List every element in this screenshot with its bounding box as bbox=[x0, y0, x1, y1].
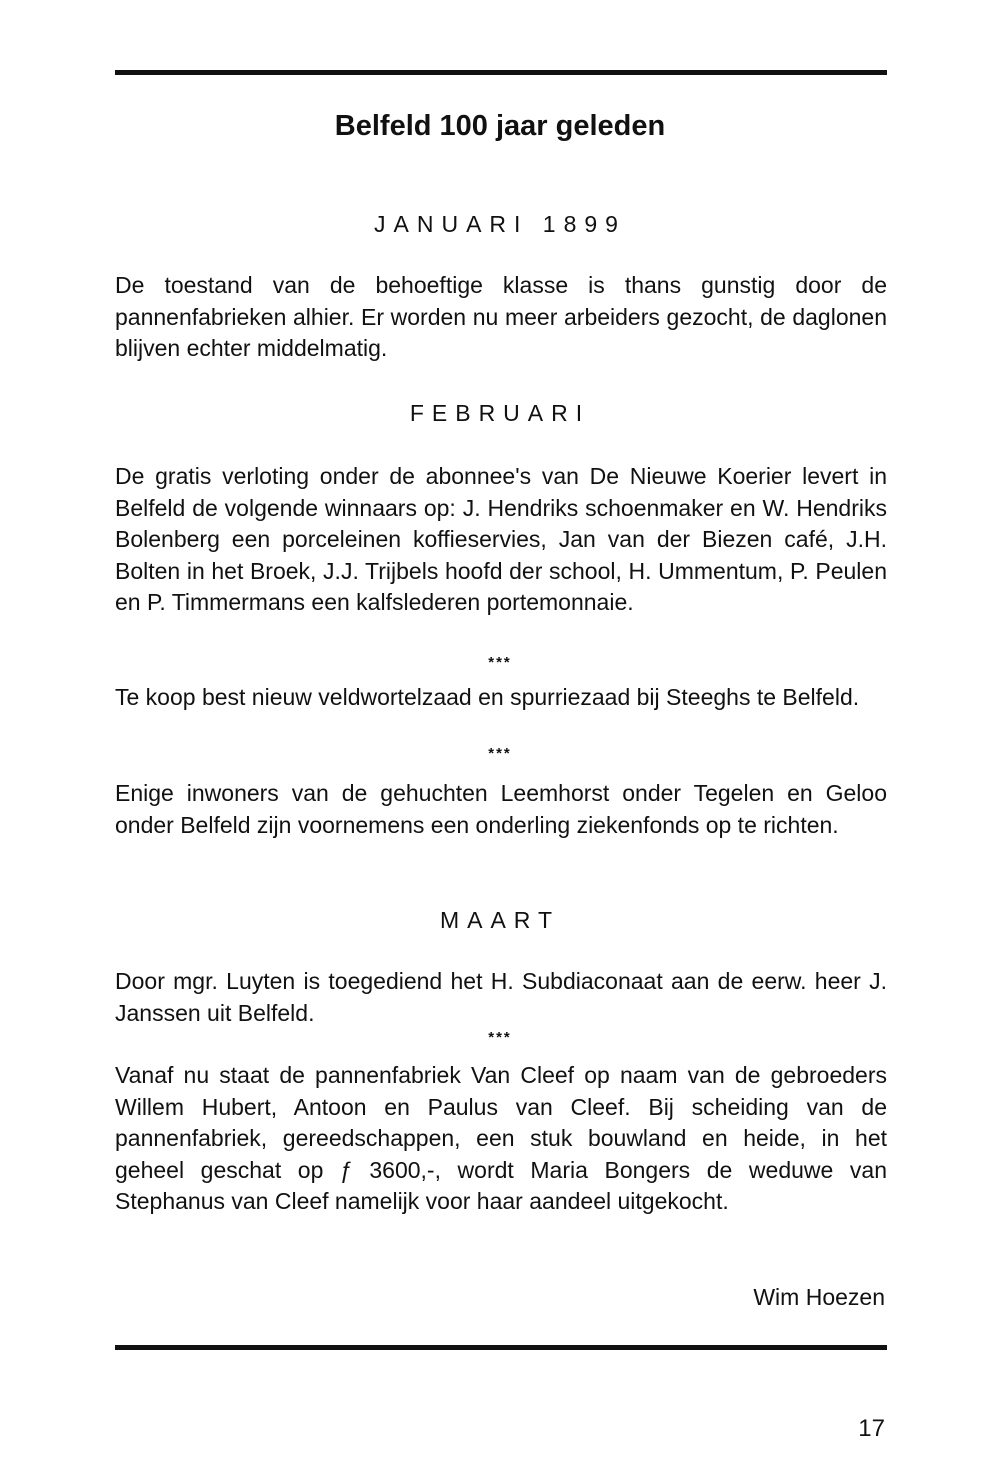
paragraph-februari-3: Enige inwoners van de gehuchten Leemhorst onder Tegelen en Geloo onder Belfeld zijn voornemens een onderling ziekenfonds op te richten. bbox=[115, 780, 887, 838]
author-signature: Wim Hoezen bbox=[753, 1284, 885, 1310]
paragraph-maart-2: Vanaf nu staat de pannenfabriek Van Cleef op naam van de gebroeders Willem Hubert, Antoon en Paulus van Cleef. Bij scheiding van de pannenfabriek, gereedschappen, een stuk bouwland en heide, in het geheel geschat op ƒ 3600,-, wordt Maria Bongers de weduwe van Stephanus van Cleef namelijk voor haar aandeel uitgekocht. bbox=[115, 1062, 887, 1214]
top-rule bbox=[115, 70, 887, 75]
paragraph-januari-1: De toestand van de behoeftige klasse is thans gunstig door de pannenfabrieken alhier. Er worden nu meer arbeiders gezocht, de daglonen blijven echter middelmatig. bbox=[115, 272, 887, 361]
page-number: 17 bbox=[858, 1415, 885, 1442]
bottom-rule bbox=[115, 1345, 887, 1350]
separator-stars: *** bbox=[488, 1029, 512, 1046]
heading-maart: MAART bbox=[439, 907, 561, 933]
paragraph-maart-1: Door mgr. Luyten is toegediend het H. Subdiaconaat aan de eerw. heer J. Janssen uit Belfeld. bbox=[115, 968, 887, 1026]
separator-stars: *** bbox=[488, 745, 512, 762]
heading-februari: FEBRUARI bbox=[409, 400, 591, 426]
article-title: Belfeld 100 jaar geleden bbox=[334, 110, 666, 142]
heading-januari: JANUARI 1899 bbox=[374, 211, 626, 237]
separator-stars: *** bbox=[488, 654, 512, 671]
paragraph-februari-1: De gratis verloting onder de abonnee's van De Nieuwe Koerier levert in Belfeld de volgende winnaars op: J. Hendriks schoenmaker en W. Hendriks Bolenberg een porceleinen koffieservies, Jan van der Biezen café, J.H. Bolten in het Broek, J.J. Trijbels hoofd der school, H. Ummentum, P. Peulen en P. Timmermans een kalfslederen portemonnaie. bbox=[115, 463, 887, 615]
paragraph-februari-2: Te koop best nieuw veldwortelzaad en spurriezaad bij Steeghs te Belfeld. bbox=[115, 684, 860, 710]
